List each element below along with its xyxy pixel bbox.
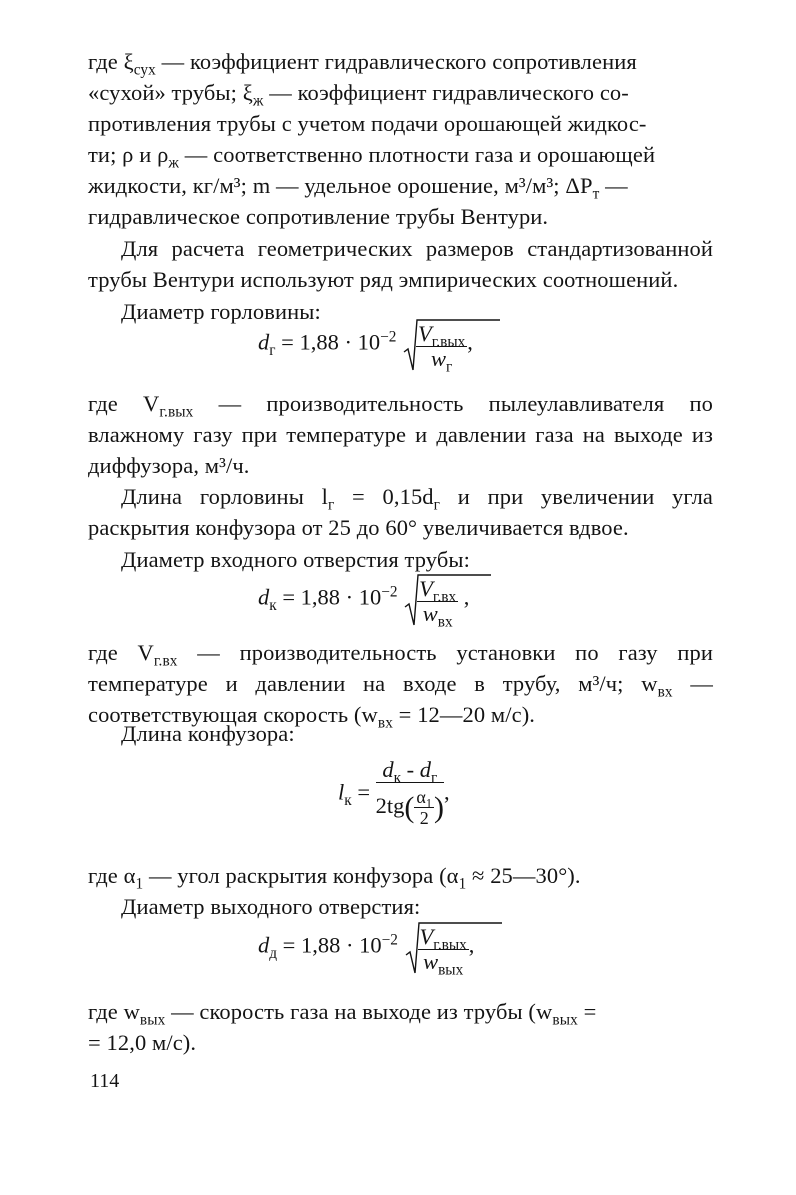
- sqrt-sign: $\frac{V_{г.вых}}{w_{вых}}$: [404, 921, 469, 974]
- heading-confuser-length: Длина конфузора:: [121, 721, 295, 746]
- heading-throat-diameter: Диаметр горловины:: [121, 299, 321, 324]
- sqrt-sign: $\frac{V_{г.вх}}{w_{вх}}$: [403, 573, 458, 626]
- page-number: 114: [90, 1070, 120, 1092]
- paragraph-v-in: где $V_{г.вх}$ — производительность установки по газу при температуре и давлении на входе в трубу, м³/ч; $w_{вх}$ — соответствующая скорость ($w_{вх}$ = 12—20 м/с).: [88, 640, 714, 732]
- equation-inlet-diameter: $d_к = 1,88 \cdot 10^{-2}$ $\frac{V_{г.вх}}{w_{вх}}$ ,: [258, 573, 469, 626]
- heading-inlet-diameter: Диаметр входного отверстия трубы:: [121, 547, 470, 572]
- paragraph-v-out: где $V_{г.вых}$ — производительность пылеулавливателя по влажному газу при температуре и давлении газа на выходе из диффузора, м³/ч.: [88, 391, 713, 478]
- equation-outlet-diameter: $d_д = 1,88 \cdot 10^{-2}$ $\frac{V_{г.вых}}{w_{вых}}$ ,: [258, 921, 474, 974]
- equation-confuser-length: $l_к$ = $d_к - d_г$ 2tg( $\frac{\alpha_1}{2}$ ) ,: [338, 757, 450, 829]
- equation-throat-diameter: $d_г = 1,88 \cdot 10^{-2}$ $\frac{V_{г.вых}}{w_г}$ ,: [258, 318, 473, 371]
- paragraph-throat-length: Длина горловины $l_г = 0,15d_г$ и при увеличении угла раскрытия конфузора от 25 до 60° увеличивается вдвое.: [88, 484, 713, 540]
- paragraph-alpha: где $\alpha_1$ — угол раскрытия конфузора ($\alpha_1$ ≈ 25—30°).: [88, 863, 581, 893]
- paragraph-w-out: где $w_{вых}$ — скорость газа на выходе из трубы ($w_{вых}$ = = 12,0 м/с).: [88, 999, 597, 1055]
- paragraph-empirical: Для расчета геометрических размеров стандартизованной трубы Вентури используют ряд эмпирических соотношений.: [88, 236, 713, 292]
- paragraph-coefficients: где $\xi_{сух}$ — коэффициент гидравлического сопротивления «сухой» трубы; $\xi_ж$ — коэффициент гидравлического со- противления трубы с учетом подачи орошающей жидкос- ти; ρ и $\rho_ж$ — соответственно плотности газа и орошающей жидкости, кг/м³; m — удельное орошение, м³/м³; $\Delta P_т$ — гидравлическое сопротивление трубы Вентури.: [88, 49, 656, 229]
- sqrt-sign: $\frac{V_{г.вых}}{w_г}$: [402, 318, 467, 371]
- heading-outlet-diameter: Диаметр выходного отверстия:: [121, 894, 421, 919]
